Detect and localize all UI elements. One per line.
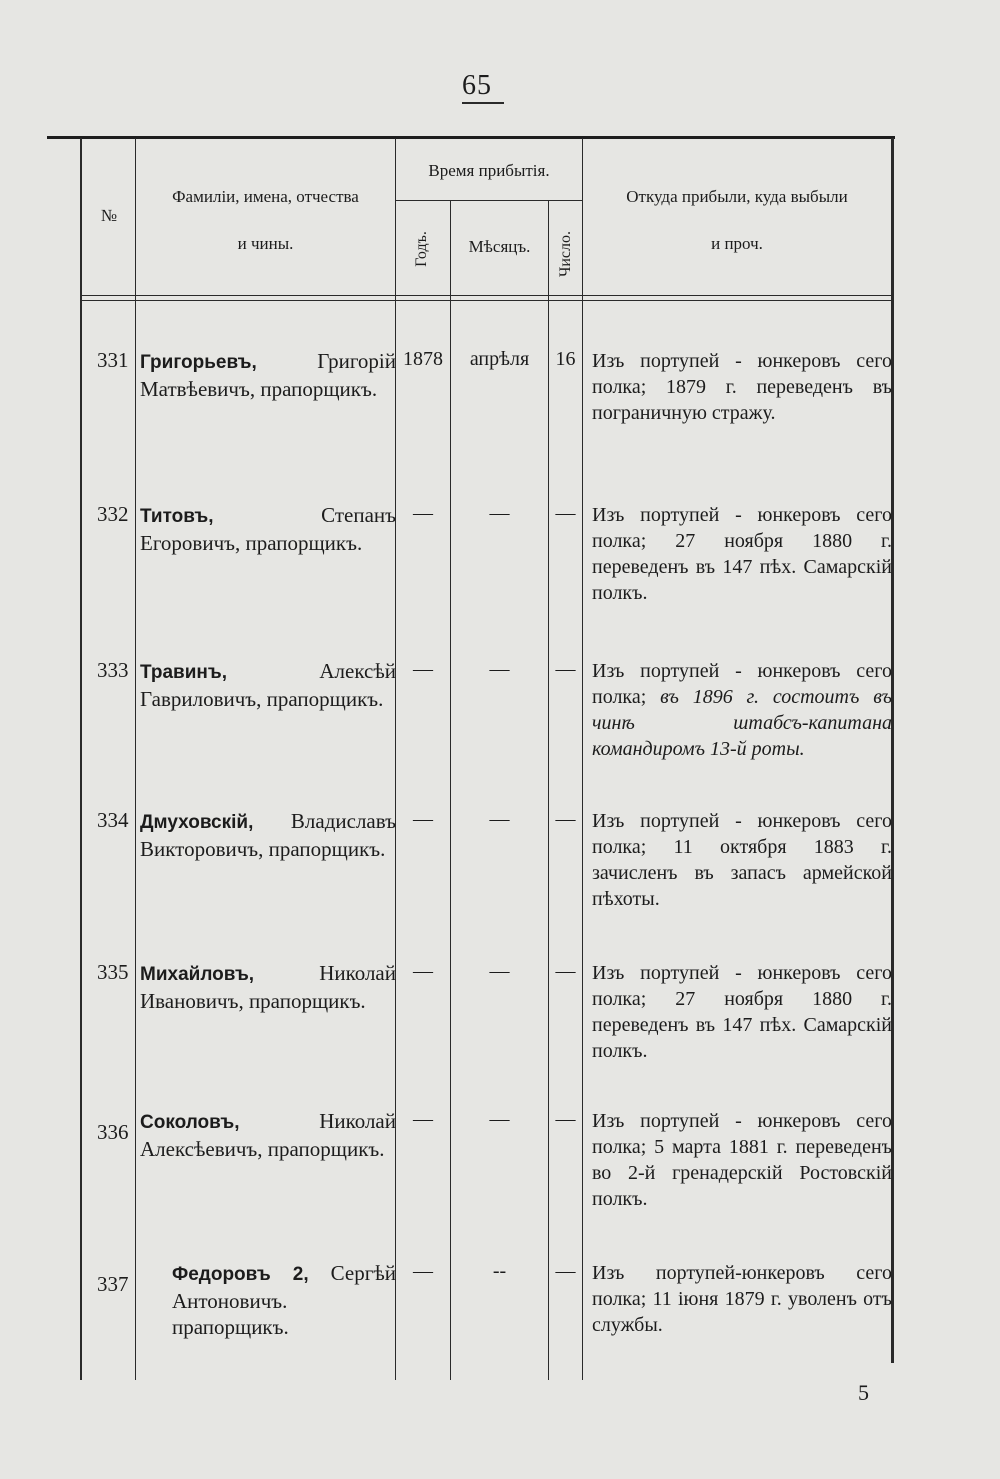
entry-remarks	[592, 348, 892, 426]
entry-remarks-italic: въ 1896 г. состоитъ въ чинѣ штабсъ-капитана командиромъ 13-й роты.	[592, 686, 892, 760]
entry-year: —	[413, 658, 433, 680]
header-arrival-time: Время прибытія.	[428, 161, 550, 180]
header-number: №	[100, 206, 118, 225]
entry-remarks-text: Изъ портупей-юнкеровъ сего полка; 11 іюня 1879 г. уволенъ отъ службы.	[592, 1262, 892, 1336]
entry-day: —	[555, 960, 576, 982]
header-bottom-rule-2	[80, 300, 892, 301]
header-remarks-line2: и проч.	[711, 234, 763, 253]
entry-name-rest: Алексѣй Гавриловичъ, прапорщикъ.	[140, 659, 396, 711]
entry-remarks-text: Изъ портупей - юнкеровъ сего полка; 11 октября 1883 г. зачисленъ въ запасъ армейской пѣхоты.	[592, 810, 892, 910]
entry-name	[172, 1260, 396, 1340]
entry-number: 332	[97, 502, 129, 526]
header-month: Мѣсяцъ.	[468, 237, 531, 256]
signature-mark: 5	[858, 1380, 869, 1405]
entry-number: 335	[97, 960, 129, 984]
column-divider-year	[450, 200, 451, 1380]
entry-year: —	[413, 502, 433, 524]
entry-name-rest: Григорій Матвѣевичъ, прапорщикъ.	[140, 349, 396, 401]
column-divider-month	[548, 200, 549, 1380]
entry-remarks	[592, 1260, 892, 1338]
entry-number: 333	[97, 658, 129, 682]
entry-year: —	[413, 960, 433, 982]
header-year: Годъ.	[413, 231, 430, 267]
column-divider-no	[135, 138, 136, 1380]
entry-year: —	[413, 1260, 433, 1282]
entry-day: —	[555, 1108, 576, 1130]
entry-month: апрѣля	[469, 348, 530, 370]
entry-remarks	[592, 960, 892, 1064]
entry-name-rest: Николай Ивановичъ, прапорщикъ.	[140, 961, 396, 1013]
entry-month: —	[489, 960, 510, 982]
entry-year: 1878	[403, 348, 443, 370]
entry-surname: Титовъ,	[140, 506, 214, 527]
entry-number: 331	[97, 348, 129, 372]
entry-name	[140, 960, 396, 1014]
entry-name	[140, 1108, 396, 1162]
entry-name-rest: Николай Алексѣевичъ, прапорщикъ.	[140, 1109, 396, 1161]
entry-name	[140, 502, 396, 556]
entry-surname: Соколовъ,	[140, 1112, 240, 1133]
entry-day: —	[555, 658, 576, 680]
column-divider-names	[395, 138, 396, 1380]
entry-year: —	[413, 808, 433, 830]
header-remarks-line1: Откуда прибыли, куда выбыли	[626, 187, 848, 206]
entry-day: —	[555, 502, 576, 524]
table-left-border	[80, 138, 82, 1380]
entry-remarks	[592, 502, 892, 606]
entry-remarks-text: Изъ портупей - юнкеровъ сего полка; 5 марта 1881 г. переведенъ во 2-й гренадерскій Ростовскій полкъ.	[592, 1110, 892, 1210]
entry-month: —	[489, 502, 510, 524]
entry-surname: Григорьевъ,	[140, 352, 257, 373]
entry-remarks	[592, 808, 892, 912]
entry-remarks	[592, 658, 892, 762]
arrival-header-divider	[395, 200, 582, 201]
entry-day: —	[555, 808, 576, 830]
entry-remarks-text: Изъ портупей - юнкеровъ сего полка; 27 ноября 1880 г. переведенъ въ 147 пѣх. Самарскій полкъ.	[592, 962, 892, 1062]
entry-day: —	[555, 1260, 576, 1282]
entry-day: 16	[555, 348, 576, 370]
column-divider-day	[582, 138, 583, 1380]
entry-month: —	[489, 808, 510, 830]
entry-number: 334	[97, 808, 129, 832]
entry-remarks-text: Изъ портупей - юнкеровъ сего полка;	[592, 660, 892, 708]
entry-name	[140, 658, 396, 712]
entry-name	[140, 808, 396, 862]
entry-name	[140, 348, 396, 402]
entry-number: 337	[97, 1272, 129, 1296]
header-names-line2: и чины.	[237, 234, 294, 253]
header-bottom-rule-1	[80, 295, 892, 296]
entry-surname: Федоровъ 2,	[172, 1264, 309, 1285]
page-number-underline	[462, 102, 504, 104]
entry-remarks-text: Изъ портупей - юнкеровъ сего полка; 1879 г. переведенъ въ пограничную стражу.	[592, 350, 892, 424]
page-number: 65	[462, 70, 492, 101]
entry-month: —	[489, 1108, 510, 1130]
header-day: Число.	[557, 230, 574, 278]
entry-number: 336	[97, 1120, 129, 1144]
table-top-rule	[47, 136, 895, 139]
entry-surname: Михайловъ,	[140, 964, 255, 985]
entry-name-rest: Владиславъ Викторовичъ, прапорщикъ.	[140, 809, 396, 861]
entry-surname: Дмуховскій,	[140, 812, 254, 833]
entry-remarks	[592, 1108, 892, 1212]
entry-remarks-text: Изъ портупей - юнкеровъ сего полка; 27 ноября 1880 г. переведенъ въ 147 пѣх. Самарскій полкъ.	[592, 504, 892, 604]
entry-name-rest: Сергѣй Антоновичъ. прапорщикъ.	[172, 1261, 396, 1339]
entry-month: —	[489, 658, 510, 680]
entry-surname: Травинъ,	[140, 662, 228, 683]
entry-name-rest: Степанъ Егоровичъ, прапорщикъ.	[140, 503, 396, 555]
entry-year: —	[413, 1108, 433, 1130]
entry-month: --	[492, 1260, 507, 1282]
header-names-line1: Фамиліи, имена, отчества	[172, 187, 359, 206]
